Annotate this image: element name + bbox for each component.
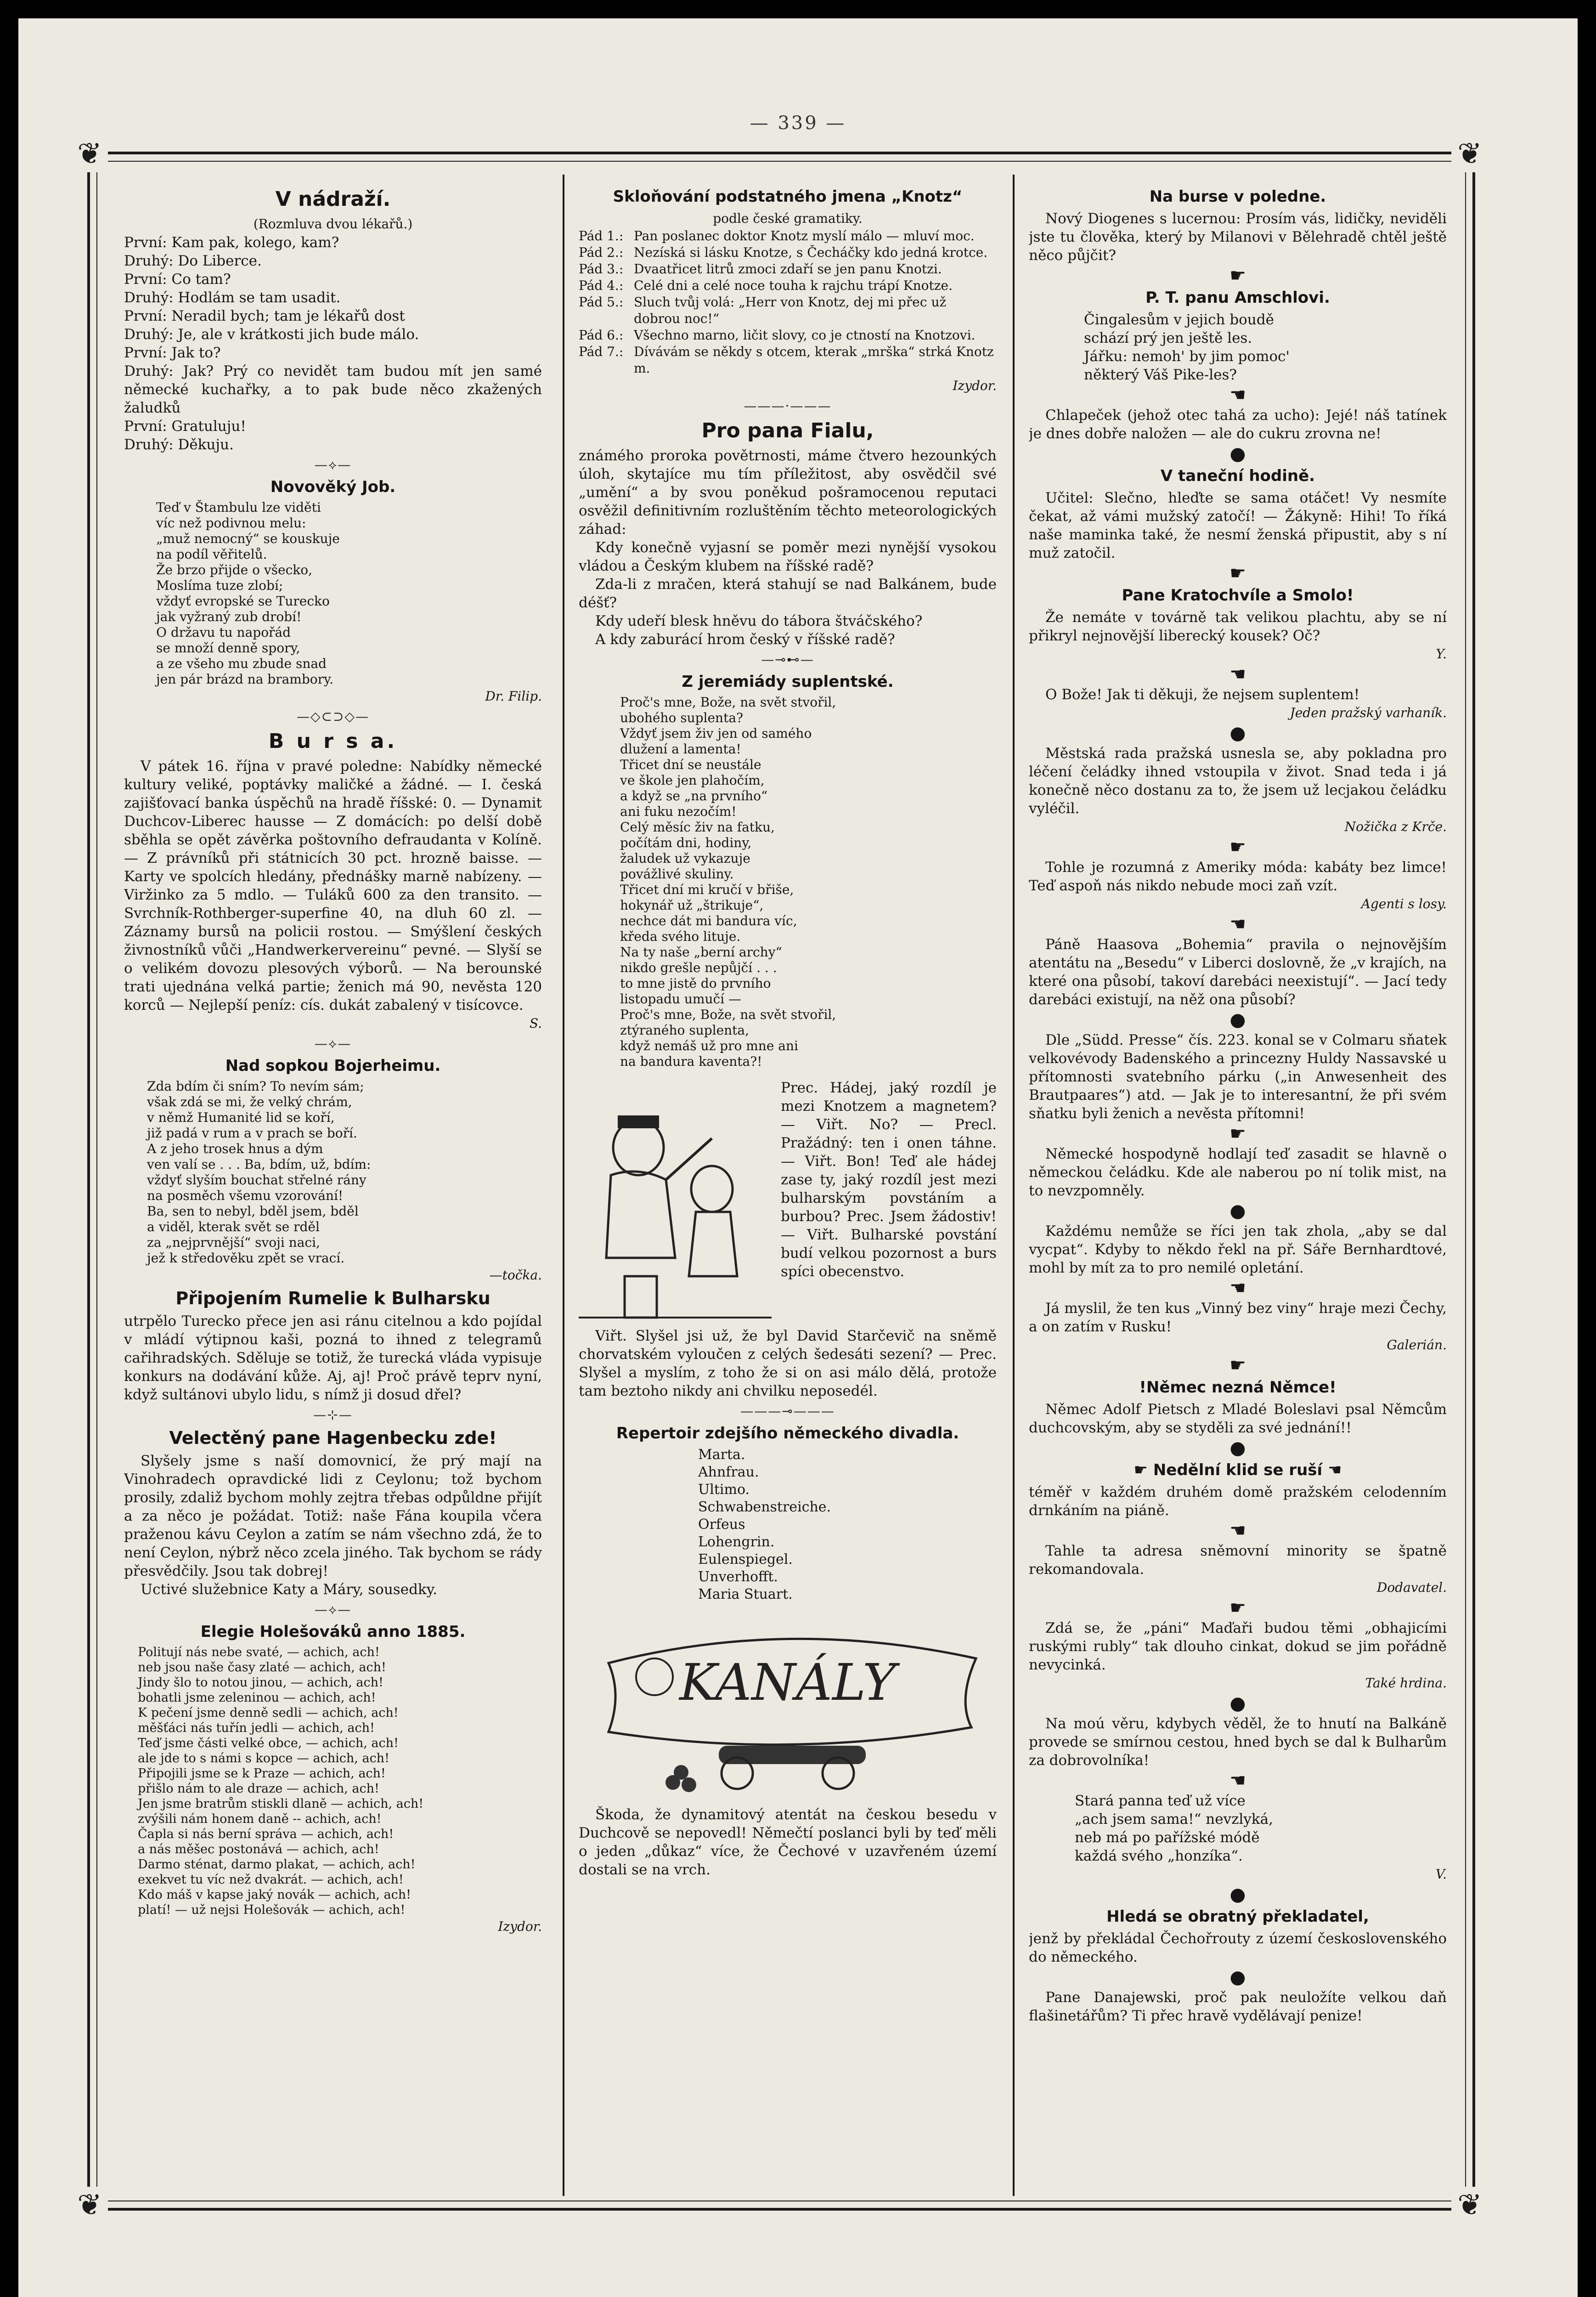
bomb-icon: ● [1229, 1967, 1246, 1988]
article-subtitle: podle české gramatiky. [713, 211, 863, 226]
article-title: Pane Kratochvíle a Smolo! [1122, 586, 1354, 605]
page-sheet [18, 18, 1578, 2297]
article-text: Pane Danajewski, proč pak neuložíte velkou daň flašinetářům? Ti přec hravě vydělávají penize! [1029, 1989, 1447, 2024]
article-text: Chlapeček (jehož otec tahá za ucho): Jejé! náš tatínek je dnes dobře naložen — ale do cukru zrovna ne! [1029, 407, 1447, 442]
article-title: P. T. panu Amschlovi. [1145, 289, 1330, 307]
bomb-icon: ● [1229, 1693, 1246, 1714]
poem-line: jen pár brázd na brambory. [156, 672, 334, 687]
signature: Agenti s losy. [1361, 896, 1447, 911]
list-item: Maria Stuart. [698, 1586, 793, 1602]
poem-line: Zda bdím či sním? To nevím sám; [147, 1079, 364, 1094]
poem-line: Že brzo přijde o všecko, [156, 562, 313, 577]
poem-line: v němž Humanité lid se koří, [147, 1110, 335, 1125]
poem-line: dlužení a lamenta! [620, 741, 741, 757]
poem [124, 500, 542, 687]
poem-line: schází prý jen ještě les. [1084, 330, 1252, 346]
divider-icon: ———⊸——— [740, 1403, 835, 1419]
article-title: Hledá se obratný překladatel, [1106, 1907, 1369, 1926]
question: Kdy udeří blesk hněvu do tábora štváčského? [595, 613, 923, 629]
hand-icon: ☚ [1229, 1278, 1246, 1299]
hand-icon: ☛ [1229, 1355, 1246, 1376]
closing: Uctivé služebnice Katy a Máry, sousedky. [141, 1581, 437, 1598]
dialogue-line: První: Jak to? [124, 345, 221, 361]
signature: V. [1435, 1867, 1447, 1882]
poem-line: měšťáci nás tuřín jedli — achich, ach! [138, 1721, 375, 1735]
poem-line: ani fuku nezočím! [620, 804, 737, 819]
dialogue-line: Druhý: Je, ale v krátkosti jich bude málo. [124, 326, 419, 343]
poem-line: Na ty naše „berní archy“ [620, 945, 782, 960]
bomb-icon: ● [1229, 443, 1246, 464]
question: Kdy konečně vyjasní se poměr mezi nynější vysokou vládou a Českým klubem na říšské radě? [579, 539, 997, 574]
poem-line: ven valí se . . . Ba, bdím, už, bdím: [147, 1157, 371, 1172]
case-row: Pád 4.: Celé dni a celé noce touha k rajchu trápí Knotze. [579, 278, 953, 293]
poem-line: Kdo máš v kapse jaký novák — achich, ach! [138, 1888, 411, 1902]
signature: —točka. [489, 1267, 542, 1283]
poem-line: Jindy šlo to notou jinou, — achich, ach! [138, 1675, 383, 1690]
poem-line: ubohého suplenta? [620, 710, 744, 725]
divider-icon: ———·——— [744, 398, 832, 413]
case-row: Pád 7.: Dívávám se někdy s otcem, kterak „mrška“ strká Knotz m. [579, 344, 994, 376]
poem [579, 695, 997, 1069]
article-title: B u r s a. [268, 730, 398, 753]
poem-line: na podíl věřitelů. [156, 547, 267, 562]
poem-line: Darmo sténat, darmo plakat, — achich, ach! [138, 1857, 416, 1872]
article-title: ☛ Nedělní klid se ruší ☚ [1134, 1461, 1342, 1479]
article-text: Já myslil, že ten kus „Vinný bez viny“ hraje mezi Čechy, a on zatím v Rusku! [1029, 1300, 1447, 1335]
dialogue-line: Druhý: Do Liberce. [124, 253, 262, 269]
poem-line: hokynář už „štrikuje“, [620, 898, 764, 913]
dialogue [124, 233, 542, 454]
article-title: Nad sopkou Bojerheimu. [225, 1057, 441, 1075]
poem-line: Teď v Štambulu lze viděti [156, 500, 321, 515]
poem-line: Vždyť jsem živ jen od samého [620, 726, 812, 741]
divider-icon: —⟡— [314, 1036, 352, 1051]
list-item: Schwabenstreiche. [698, 1499, 831, 1515]
article-text: Na moú věru, kdybych věděl, že to hnutí na Balkáně provede se smírnou cestou, hned bych se dal k Bulharům za dobrovolníka! [1029, 1715, 1447, 1769]
poem-line: Jen jsme bratrům stiskli dlaně — achich, ach! [138, 1797, 424, 1811]
poem-line: A z jeho trosek hnus a dým [147, 1141, 323, 1156]
poem-line: povážlivé skuliny. [620, 866, 734, 882]
poem-line: K pečení jsme denně sedli — achich, ach! [138, 1706, 399, 1720]
divider-icon: —⟡— [314, 1602, 352, 1617]
poem-line: nikdo grešle nepůjčí . . . [620, 960, 777, 975]
hand-icon: ☚ [1229, 1520, 1246, 1541]
dialogue-line: Druhý: Hodlám se tam usadit. [124, 289, 341, 306]
poem-line: na posměch všemu vzorování! [147, 1188, 344, 1203]
fleuron-icon: ❦ [71, 136, 108, 172]
poem-line: přišlo nám to ale draze — achich, ach! [138, 1782, 379, 1796]
hand-icon: ☚ [1229, 1770, 1246, 1791]
article-text: Němec Adolf Pietsch z Mladé Boleslavi psal Němcům duchcovským, aby se styděli za své jednání!! [1029, 1401, 1447, 1436]
poem-line: však zdá se mi, že velký chrám, [147, 1094, 352, 1109]
signature: Dr. Filip. [485, 689, 542, 704]
poem-line: O državu tu napořád [156, 625, 291, 640]
poem-line: „muž nemocný“ se kouskuje [156, 531, 340, 546]
poem-line: to mne jistě do prvního [620, 976, 771, 991]
hand-icon: ☛ [1229, 1597, 1246, 1618]
case-row: Pád 2.: Nezíská si lásku Knotze, s Čecháčky kdo jedná krotce. [579, 245, 988, 260]
column-middle [579, 184, 997, 2173]
poem-line: ale jde to s námi s kopce — achich, ach! [138, 1751, 389, 1765]
poem-line: Jářku: nemoh' by jim pomoc' [1084, 348, 1290, 365]
poem-line: Třicet dní se neustále [620, 757, 761, 772]
poem-line: Stará panna teď už více [1075, 1793, 1246, 1809]
poem-line: a když se „na prvního“ [620, 788, 768, 803]
poem-line: když nemáš už pro mne ani [620, 1038, 798, 1053]
article-title: Z jeremiády suplentské. [682, 673, 894, 691]
article-text: V pátek 16. října v pravé poledne: Nabídky německé kultury veliké, poptávky maličké a žádné. — I. česká zajišťovací banka úspěchů na hradě říšské: 0. — Dynamit Duchcov-Liberec hausse — Z domácích: po delší době sběhla se opět závěrka poštovního defraudanta v Kolíně. — Z právníků při státnicích 30 pct. hrozně baisse. — Karty ve spolcích hledány, přednášky marně nabízeny. — Viržinko za 5 mdlo. — Tuláků 600 za den transito. — Svrchník-Rothberger-superfine 40, na dluh 60 zl. — Záznamy bursů na policii rostou. — Smýšlení českých živnostníků vůči „Handwerkervereinu“ pevné. — Slyší se o velikém dovozu plesových výborů. — Na berounské trati ujednána velká partie; ženich má 90, nevěsta 120 korců — Nejlepší peníz: cís. dukát zabalený v tisícovce. [124, 758, 542, 1013]
article-title: V nádraží. [275, 187, 391, 211]
poem-line: Proč's mne, Bože, na svět stvořil, [620, 695, 836, 710]
kanaly-illustration [581, 1608, 994, 1801]
poem-line: počítám dni, hodiny, [620, 835, 752, 850]
article-text: Učitel: Slečno, hleďte se sama otáčet! Vy nesmíte čekat, až vámi mužský zatočí! — Žákyně: Hihi! To říká naše maminka také, že nesmí ženská připustit, aby s ní muž zatočil. [1029, 490, 1447, 561]
article-title: Repertoir zdejšího německého divadla. [616, 1424, 959, 1443]
poem-line: Celý měsíc živ na fatku, [620, 820, 775, 835]
dialogue-line: První: Gratuluju! [124, 418, 246, 435]
poem-line: Připojili jsme se k Praze — achich, ach! [138, 1766, 386, 1781]
poem-line: exekvet tu víc než dvakrát. — achich, ach! [138, 1873, 404, 1887]
article-text: Dle „Südd. Presse“ čís. 223. konal se v Colmaru sňatek velkovévody Badenského a princezny Huldy Nassavské u přítomnosti svatebního párku („in Anwesenheit des Brautpaares“) atd. — Jak je to interesantní, že při svém sňatku byli ženich a nevěsta přítomni! [1029, 1032, 1447, 1122]
signature: Y. [1436, 646, 1447, 662]
article-text: Slyšely jsme s naší domovnicí, že prý mají na Vinohradech opravdické lidi z Ceylonu; tož bychom prosily, zdaliž bychom mohly zejtra třebas odpůldne přijít a za něco je požádat. Totiž: naše Fána koupila včera praženou kávu Ceylon a zatím se nám všechno zdá, že to není Ceylon, nýbrž něco zcela jiného. Tak bychom se rády přesvědčily. Jsou tak dobrej! [124, 1453, 542, 1579]
poem-line: neb jsou naše časy zlaté — achich, ach! [138, 1660, 386, 1675]
poem-line: Třicet dní mi kručí v břiše, [620, 882, 794, 897]
hand-icon: ☚ [1229, 664, 1246, 685]
poem-line: zvýšili nám honem daně -- achich, ach! [138, 1812, 382, 1826]
pointing-hand-icon: ☛ [1134, 1461, 1153, 1479]
article-text: Městská rada pražská usnesla se, aby pokladna pro léčení čeládky ihned vstoupila v život. Snad teda i já konečně něco dostanu za to, že jsem už lecjakou čeládku vyléčil. [1029, 745, 1447, 817]
question: Zda-li z mračen, která stahují se nad Balkánem, bude déšť? [579, 576, 997, 611]
poem-line: Proč's mne, Bože, na svět stvořil, [620, 1007, 836, 1022]
poem-line: neb má po pařížské módě [1075, 1829, 1260, 1846]
hand-icon: ☛ [1229, 563, 1246, 584]
poem [124, 1079, 542, 1266]
poem-line: jež k středověku zpět se vrací. [147, 1250, 345, 1266]
poem-line: a viděl, kterak svět se rděl [147, 1219, 320, 1234]
divider-icon: —⊹— [313, 1407, 353, 1422]
poem-line: za „nejprvnější“ svoji naci, [147, 1235, 320, 1250]
poem-line: listopadu umučí — [620, 991, 742, 1007]
bomb-icon: ● [1229, 1200, 1246, 1222]
case-row: Pád 5.: Sluch tvůj volá: „Herr von Knotz, dej mi přec už dobrou noc!“ [579, 294, 947, 326]
hand-icon: ☚ [1229, 914, 1246, 935]
poem-line: již padá v rum a v prach se boří. [147, 1126, 357, 1141]
column-rule [1013, 175, 1015, 2196]
question: A kdy zaburácí hrom český v říšské radě? [595, 631, 895, 648]
poem-line: některý Váš Pike-les? [1084, 367, 1237, 383]
poem-line: platí! — už nejsi Holešovák — achich, ach! [138, 1903, 406, 1917]
article-text: O Bože! Jak ti děkuji, že nejsem suplentem! [1045, 686, 1360, 703]
signature: Nožička z Krče. [1344, 819, 1447, 834]
dialogue-line: První: Kam pak, kolego, kam? [124, 234, 339, 251]
divider-icon: —◇⊂⊃◇— [297, 709, 369, 724]
article-title: Na burse v poledne. [1149, 187, 1326, 206]
signature: Izydor. [953, 378, 997, 393]
article-text: Každému nemůže se říci jen tak zhola, „aby se dal vycpat“. Kdyby to někdo řekl na př. Sáře Bernhardtové, mohl by mít za to pro nemilé opletání. [1029, 1223, 1447, 1276]
poem-line: ztýraného suplenta, [620, 1023, 750, 1038]
article-title: V taneční hodině. [1160, 467, 1315, 485]
article-text: Že nemáte v továrně tak velikou plachtu, aby se ní přikryl nejnovější liberecký kousek? Oč? [1029, 609, 1447, 644]
article-title: Skloňování podstatného jmena „Knotz“ [613, 187, 963, 206]
case-list [579, 228, 997, 377]
page-number: — 339 — [750, 113, 846, 134]
bomb-icon: ● [1229, 1437, 1246, 1459]
list-item: Ultimo. [698, 1482, 750, 1498]
pointing-hand-icon: ☚ [1322, 1461, 1342, 1479]
fleuron-icon: ❦ [71, 2187, 108, 2223]
column-rule [563, 175, 564, 2196]
hand-icon: ☛ [1229, 1123, 1246, 1144]
column-left [124, 184, 542, 2173]
poem-line: ve škole jen plahočím, [620, 773, 765, 788]
poem-line: jak vyžraný zub drobí! [156, 609, 302, 624]
dialogue-line: První: Neradil bych; tam je lékařů dost [124, 308, 405, 324]
article-title: Velectěný pane Hagenbecku zde! [169, 1428, 497, 1448]
dialogue-line: Druhý: Děkuju. [124, 436, 234, 453]
column-right [1029, 184, 1447, 2173]
poem-line: Politují nás nebe svaté, — achich, ach! [138, 1645, 380, 1659]
dialogue-line: První: Co tam? [124, 271, 231, 288]
repertoire-list [579, 1446, 997, 1603]
article-text: Škoda, že dynamitový atentát na českou besedu v Duchcově se nepovedl! Němečtí poslanci byli by teď měli o jeden „důkaz“ více, že Čechové v uzavřeném území dostali se na vrch. [579, 1806, 997, 1878]
poem-line: Teď jsme části velké obce, — achich, ach! [138, 1736, 399, 1750]
poem-line: víc než podivnou melu: [156, 515, 306, 531]
poem-line: na bandura kaventa?! [620, 1054, 762, 1069]
list-item: Unverhofft. [698, 1569, 778, 1585]
bomb-icon: ● [1229, 723, 1246, 744]
poem [124, 1645, 542, 1918]
signature: Jeden pražský varhaník. [1290, 705, 1447, 720]
poem-line: Čapla si nás berní správa — achich, ach! [138, 1827, 394, 1841]
poem-line: a nás měšec postonává — achich, ach! [138, 1842, 379, 1856]
cartoon-block [579, 1079, 997, 1400]
article-title: Elegie Holešováků anno 1885. [200, 1623, 466, 1641]
poem-line: bohatli jsme zeleninou — achich, ach! [138, 1691, 376, 1705]
article-text: utrpělo Turecko přece jen asi ránu citelnou a kdo pojídal v mládí výtipnou kaši, pozná to ihned z telegramů cařihradských. Sdělujе se totiž, že turecká vláda vypisuje konkurs na dodávání kůže. Aj, aj! Proč právě teprv nyní, když sultánovi ubylo lidu, s nímž ji dosud dřel? [124, 1313, 542, 1403]
bomb-icon: ● [1229, 1884, 1246, 1905]
hand-icon: ☛ [1229, 837, 1246, 858]
list-item: Orfeus [698, 1516, 745, 1533]
article-subtitle: (Rozmluva dvou lékařů.) [253, 216, 413, 232]
signature: Galerián. [1387, 1337, 1447, 1352]
pointing-hand-icon: ☛ [1229, 265, 1246, 286]
article-title: Novověký Job. [270, 478, 396, 496]
poem-line: se množí denně spory, [156, 640, 300, 656]
article-text: Nový Diogenes s lucernou: Prosím vás, lidičky, neviděli jste tu člověka, který by Milanovi v Bělehradě chtěl ještě něco půjčit? [1029, 210, 1447, 264]
poem-line: a ze všeho mu zbude snad [156, 656, 327, 671]
article-title: Pro pana Fialu, [701, 419, 874, 442]
banner-text: KANÁLY [679, 1653, 896, 1712]
fleuron-icon: ❦ [1451, 136, 1488, 172]
case-row: Pád 6.: Všechno marno, ličit slovy, co je ctností na Knotzovi. [579, 328, 976, 343]
article-text: jenž by překládal Čechořrouty z území československého do německého. [1029, 1930, 1447, 1965]
case-row: Pád 3.: Dvaatřicet litrů zmoci zdaří se jen panu Knotzi. [579, 261, 942, 277]
article-text: Německé hospodyně hodlají teď zasadit se hlavně o německou čeládku. Kde ale naberou po ní tolik mist, na to nevzpomněly. [1029, 1146, 1447, 1199]
poem-line: Ba, sen to nebyl, bděl jsem, bděl [147, 1204, 359, 1219]
list-item: Marta. [698, 1447, 745, 1463]
divider-icon: —⊸⊷— [761, 652, 814, 667]
dialogue-text: Prec. Hádej, jaký rozdíl je mezi Knotzem a magnetem? — Viřt. No? — Precl. Pražádný: ten i onen táhne. — Viřt. Bon! Teď ale hádej zase ty, jaký rozdíl jest mezi bulharským povstáním a burbou? Prec. Jsem žádostiv! — Viřt. Bulharské povstání budí velkou pozornost a burs spíci obecenstvo. [781, 1080, 997, 1280]
article-title: Připojením Rumelie k Bulharsku [175, 1288, 491, 1308]
hand-icon: ☚ [1229, 385, 1246, 406]
poem-line: Čingalesům v jejich boudě [1084, 311, 1275, 328]
poem-line: kředa svého lituje. [620, 929, 741, 944]
article-text: Tahle ta adresa sněmovní minority se špatně rekomandovala. [1029, 1543, 1447, 1578]
poem-line: Moslíma tuze zlobí; [156, 578, 283, 593]
fleuron-icon: ❦ [1451, 2187, 1488, 2223]
dialogue-text: Viřt. Slyšel jsi už, že byl David Starčevič na sněmě chorvatském vyloučen z celých šedesáti sezení? — Prec. Slyšel a myslím, z toho že si on asi málo dělá, protože tam beztoho nikdy ani chvilku neposedél. [579, 1328, 997, 1399]
cartoon-illustration [579, 1083, 772, 1322]
case-row: Pád 1.: Pan poslanec doktor Knotz myslí málo — mluví moc. [579, 228, 975, 243]
poem-line: každá svého „honzíka“. [1075, 1848, 1243, 1864]
poem [1029, 311, 1447, 384]
signature: Také hrdina. [1365, 1675, 1447, 1691]
list-item: Lohengrin. [698, 1534, 775, 1550]
list-item: Ahnfrau. [698, 1464, 759, 1480]
poem-line: vždyť slyším bouchat střelné rány [147, 1172, 367, 1188]
article-title: !Němec nezná Němce! [1139, 1378, 1337, 1397]
poem-line: „ach jsem sama!“ nevzlyká, [1075, 1811, 1273, 1827]
poem [1029, 1792, 1447, 1865]
list-item: Eulenspiegel. [698, 1551, 793, 1567]
article-text: Tohle je rozumná z Ameriky móda: kabáty bez limce! Teď aspoň nás nikdo nebude moci zaň vzít. [1029, 859, 1447, 894]
bomb-icon: ● [1229, 1009, 1246, 1030]
signature: Izydor. [498, 1919, 542, 1934]
dialogue-line: Druhý: Jak? Prý co nevidět tam budou mít jen samé německé kuchařky, a to pak bude něco zkažených žaludků [124, 363, 542, 416]
signature: Dodavatel. [1376, 1580, 1447, 1595]
divider-icon: —⟡— [314, 457, 352, 472]
article-text: téměř v každém druhém domě pražském celodenním drnkáním na piáně. [1029, 1484, 1447, 1519]
poem-line: nechce dát mi bandura víc, [620, 913, 797, 928]
article-text: Páně Haasova „Bohemia“ pravila o nejnovějším atentátu na „Besedu“ v Liberci doslovně, že „v krajích, na které ona působí, takoví darebáci neexistují“. — Jací tedy darebáci existují, na něž ona působí? [1029, 936, 1447, 1008]
poem-line: žaludek už vykazuje [620, 851, 750, 866]
signature: S. [529, 1016, 542, 1031]
article-text: známého proroka povětrnosti, máme čtvero hezounkých úloh, skytajíce mu tím příležitost, aby osvědčil své „umění“ a by svou poněkud pošramocenou reputaci osvěžil definitivním rozluštěním těchto meteorologických záhad: [579, 447, 997, 537]
article-text: Zdá se, že „páni“ Maďaři budou těmi „obhajicími ruskými rubly“ tak dlouho cinkat, dokud se jim pořádně nevycinká. [1029, 1620, 1447, 1673]
poem-line: vždyť evropské se Turecko [156, 594, 330, 609]
